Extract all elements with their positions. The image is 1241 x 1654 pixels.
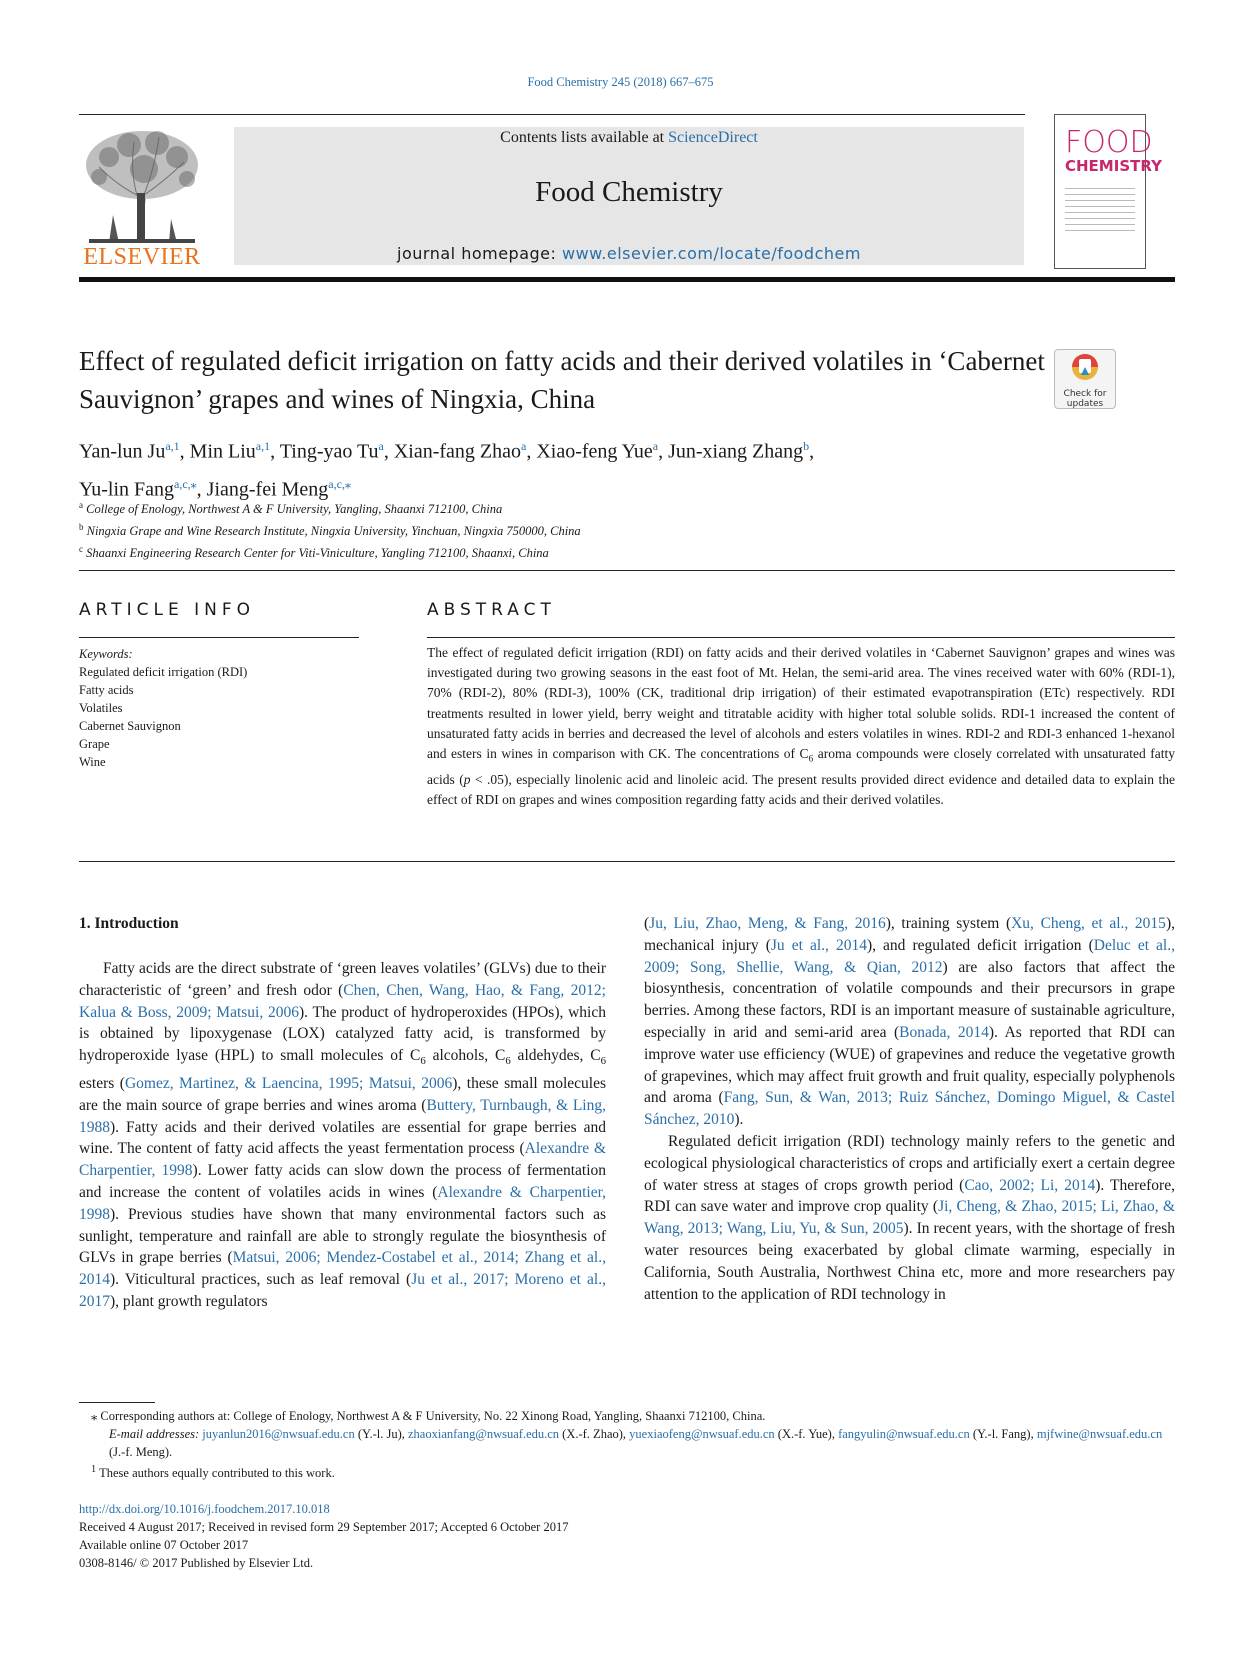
corresponding-author-note: ⁎ Corresponding authors at: College of Enology, Northwest A & F University, No. 22 Xinong Road, Yangling, Shaanxi 712100, China.	[91, 1409, 766, 1423]
crossmark-icon	[1055, 350, 1115, 384]
keyword-item: Wine	[79, 755, 106, 769]
body-text: ), these small molecules are the main source of grape berries and wines aroma (	[79, 1075, 606, 1114]
reference-link[interactable]: Cao, 2002; Li, 2014	[964, 1176, 1096, 1194]
abstract-part-1: The effect of regulated deficit irrigation (RDI) on fatty acids and their derived volatiles in ‘Cabernet Sauvignon’ grapes and wines was investigated during two growing seasons in the east foot of Mt. Helan, the semi-arid area. The vines received water with 60% (RDI-1), 70% (RDI-2), 80% (RDI-3), 100% (CK, traditional drip irrigation) of their estimated evapotranspiration (ETc) respectively. RDI treatments resulted in lower yield, berry weight and titratable acidity with higher total soluble solids. RDI-1 increased the content of unsaturated fatty acids in berries and decreased the level of alcohols and esters volatiles in wines. RDI-2 and RDI-3 enhanced 1-hexanol and esters in wines in comparison with CK. The concentrations of C	[427, 645, 1175, 762]
author-name[interactable]: Jiang-fei Meng	[206, 478, 329, 501]
keywords-label: Keywords:	[79, 647, 133, 661]
intro-left-column	[79, 958, 606, 1313]
cover-title-food: FOOD	[1065, 125, 1153, 160]
affiliation-text: College of Enology, Northwest A & F University, Yangling, Shaanxi 712100, China	[83, 502, 503, 517]
author-separator: ,	[809, 440, 815, 463]
body-text: ), training system (	[885, 915, 1012, 932]
check-badge-line2: updates	[1066, 399, 1104, 409]
footnote-rule	[79, 1402, 155, 1403]
affiliation-text: Shaanxi Engineering Research Center for Viti-Viniculture, Yangling 712100, Shaanxi, China	[83, 546, 549, 561]
equal-contribution-mark: 1	[91, 1464, 97, 1475]
body-text: ). Previous studies have shown that many environmental factors such as sunlight, temperature and rainfall are able to strongly regulate the biosynthesis of GLVs in grape berries (	[79, 1205, 606, 1267]
author-name[interactable]: Xian-fang Zhao	[393, 440, 522, 463]
header-thick-rule	[79, 277, 1175, 282]
author-name[interactable]: Jun-xiang Zhang	[668, 440, 804, 463]
abstract-text	[427, 643, 1175, 810]
email-link[interactable]: juyanlun2016@nwsuaf.edu.cn	[202, 1427, 355, 1441]
email-link[interactable]: fangyulin@nwsuaf.edu.cn	[838, 1427, 970, 1441]
author-name[interactable]: Yan-lun Ju	[79, 440, 166, 463]
check-badge-label	[1055, 389, 1115, 409]
email-link[interactable]: mjfwine@nwsuaf.edu.cn	[1036, 1427, 1163, 1441]
body-text: ). The product of hydroperoxides (HPOs), which is obtained by lipoxygenase (LOX) catalyzed fatty acid, is transformed by hydroperoxide lyase (HPL) to small molecules of C	[79, 1003, 606, 1065]
author-separator: ,	[270, 440, 280, 463]
keyword-item: Volatiles	[79, 701, 123, 715]
author-affiliation-mark[interactable]: a	[652, 439, 659, 453]
reference-link[interactable]: Deluc et al., 2009; Song, Shellie, Wang, & Qian, 2012	[644, 936, 1175, 976]
body-text: ), and regulated deficit irrigation (	[866, 936, 1094, 954]
reference-link[interactable]: Fang, Sun, & Wan, 2013; Ruiz Sánchez, Domingo Miguel, & Castel Sánchez, 2010	[644, 1089, 1175, 1129]
reference-link[interactable]: Matsui, 2006; Mendez-Costabel et al., 2014; Zhang et al., 2014	[79, 1249, 606, 1289]
reference-link[interactable]: Bonada, 2014	[899, 1023, 989, 1041]
header-rule	[79, 114, 1025, 115]
author-name[interactable]: Yu-lin Fang	[79, 478, 174, 501]
body-text: ). Lower fatty acids can slow down the process of fermentation and increase the content of volatiles acids in wines (	[79, 1162, 607, 1202]
subscript: 6	[505, 1055, 511, 1068]
email-owner: (Y.-l. Ju),	[354, 1427, 408, 1441]
affiliation	[79, 496, 979, 518]
journal-title: Food Chemistry	[535, 176, 723, 208]
keywords-block	[79, 645, 359, 771]
author-affiliation-mark[interactable]: a,c,⁎	[174, 476, 197, 491]
body-text: ). In recent years, with the shortage of fresh water resources being exacerbated by global climate warming, especially in California, South Australia, Northwest China etc, more and more researchers pay attention to the application of RDI technology in	[644, 1220, 1176, 1303]
affiliation-mark: c	[79, 544, 83, 555]
section-rule	[79, 570, 1175, 571]
reference-link[interactable]: Chen, Chen, Wang, Hao, & Fang, 2012; Kalua & Boss, 2009; Matsui, 2006	[79, 981, 606, 1021]
body-text: Fatty acids are the direct substrate of ‘green leaves volatiles’ (GLVs) due to their characteristic of ‘green’ and fresh odor (	[79, 960, 606, 999]
intro-right-paragraph-1	[644, 913, 1175, 1131]
keyword-item: Fatty acids	[79, 683, 134, 697]
body-text: aldehydes, C	[510, 1047, 601, 1065]
intro-right-paragraph-2	[644, 1131, 1175, 1305]
body-text: ). Therefore, RDI can save water and improve crop quality (	[644, 1176, 1175, 1216]
publication-info	[79, 1500, 779, 1572]
homepage-link[interactable]: www.elsevier.com/locate/foodchem	[562, 244, 861, 263]
body-text: ), mechanical injury (	[644, 915, 1175, 954]
email-owner: (Y.-l. Fang),	[969, 1427, 1037, 1441]
homepage-prefix: journal homepage:	[397, 244, 562, 263]
affiliation	[79, 540, 979, 562]
abstract-part-2: aroma compounds were closely correlated with unsaturated fatty acids (	[427, 746, 1175, 787]
article-info-heading: ARTICLE INFO	[79, 600, 255, 620]
author-name[interactable]: Ting-yao Tu	[279, 440, 379, 463]
available-online: Available online 07 October 2017	[79, 1538, 249, 1552]
affiliation-text: Ningxia Grape and Wine Research Institute, Ningxia University, Yinchuan, Ningxia 750000, China	[83, 524, 581, 539]
cover-editor-list	[1065, 183, 1135, 233]
author-affiliation-mark[interactable]: a	[378, 439, 384, 453]
email-link[interactable]: zhaoxianfang@nwsuaf.edu.cn	[408, 1427, 560, 1441]
author-affiliation-mark[interactable]: a,1	[165, 439, 180, 453]
author-affiliation-mark[interactable]: b	[803, 439, 810, 453]
email-addresses	[79, 1425, 1175, 1461]
intro-right-column	[644, 913, 1175, 1305]
introduction-heading: 1. Introduction	[79, 915, 179, 932]
doi-link[interactable]: http://dx.doi.org/10.1016/j.foodchem.2017.10.018	[79, 1502, 330, 1516]
check-badge-line1: Check for	[1063, 389, 1107, 399]
tree-icon	[79, 127, 205, 245]
author-name[interactable]: Min Liu	[189, 440, 256, 463]
body-text: ).	[734, 1111, 744, 1129]
sciencedirect-link[interactable]: ScienceDirect	[668, 129, 758, 146]
author-affiliation-mark[interactable]: a	[521, 439, 527, 453]
author-separator: ,	[526, 440, 537, 463]
received-dates: Received 4 August 2017; Received in revised form 29 September 2017; Accepted 6 October 2017	[79, 1520, 569, 1534]
author-affiliation-mark[interactable]: a,c,⁎	[328, 476, 351, 491]
author-separator: ,	[179, 440, 190, 463]
affiliation	[79, 518, 979, 540]
body-text: ). Fatty acids and their derived volatiles are essential for grape berries and wine. The content of fatty acid affects the yeast fermentation process (	[79, 1118, 606, 1158]
journal-cover-thumbnail	[1054, 114, 1162, 269]
article-info-rule	[79, 637, 359, 638]
contents-prefix: Contents lists available at	[500, 129, 669, 146]
copyright: 0308-8146/ © 2017 Published by Elsevier Ltd.	[79, 1556, 314, 1570]
contents-line	[234, 129, 1024, 147]
email-owner: (X.-f. Yue),	[774, 1427, 839, 1441]
reference-link[interactable]: Alexandre & Charpentier, 1998	[79, 1140, 606, 1180]
author-affiliation-mark[interactable]: a,1	[255, 439, 271, 453]
author-separator: ,	[658, 440, 669, 463]
abstract-rule	[427, 637, 1175, 638]
reference-link[interactable]: Xu, Cheng, et al., 2015	[1011, 915, 1166, 932]
body-text: Regulated deficit irrigation (RDI) technology mainly refers to the genetic and ecological physiological characteristics of crops and artificially exert a certain degree of water stress at stages of crops growth period (	[644, 1132, 1175, 1194]
author-separator: ,	[196, 478, 207, 501]
journal-homepage	[234, 244, 1024, 263]
cover-title-chemistry: CHEMISTRY	[1065, 157, 1162, 175]
affiliation-mark: b	[79, 522, 84, 533]
reference-link[interactable]: Ji, Cheng, & Zhao, 2015; Li, Zhao, & Wang, 2013; Wang, Liu, Yu, & Sun, 2005	[644, 1198, 1176, 1238]
body-text: ). As reported that RDI can improve water use efficiency (WUE) of grapevines and reduce the vegetative growth of grapevines, which may affect fruit growth and fruit quality, especially polyphenols and aroma (	[644, 1023, 1175, 1107]
check-for-updates-button[interactable]	[1054, 349, 1116, 409]
elsevier-wordmark: ELSEVIER	[83, 244, 201, 270]
reference-link[interactable]: Ju, Liu, Zhao, Meng, & Fang, 2016	[649, 915, 886, 932]
reference-link[interactable]: Alexandre & Charpentier, 1998	[79, 1184, 606, 1223]
keyword-item: Cabernet Sauvignon	[79, 719, 181, 733]
subscript: 6	[420, 1055, 426, 1068]
author-name[interactable]: Xiao-feng Yue	[536, 440, 653, 463]
author-list	[79, 430, 1099, 505]
keyword-item: Grape	[79, 737, 110, 751]
subscript: 6	[600, 1055, 606, 1068]
journal-citation[interactable]: Food Chemistry 245 (2018) 667–675	[527, 75, 714, 89]
body-text: ). Viticultural practices, such as leaf removal (	[110, 1271, 412, 1289]
reference-link[interactable]: Ju et al., 2014	[770, 936, 867, 954]
keywords-list	[79, 663, 359, 771]
body-text: alcohols, C	[425, 1047, 506, 1065]
footnotes	[79, 1407, 1175, 1482]
email-owner: (J.-f. Meng).	[109, 1445, 173, 1459]
body-text: ) are also factors that affect the biosynthesis, concentration of volatile compounds and their precursors in grape berries. Among these factors, RDI is an important measure of sustainable agriculture, especially in arid and semi-arid area (	[644, 958, 1176, 1041]
keyword-item: Regulated deficit irrigation (RDI)	[79, 665, 248, 679]
article-title: Effect of regulated deficit irrigation on fatty acids and their derived volatiles in ‘Cabernet Sauvignon’ grapes and wines of Ningxia, China	[79, 346, 1045, 414]
abstract-part-3: < .05), especially linolenic acid and linoleic acid. The present results provided direct evidence and detailed data to explain the effect of RDI on grapes and wines composition regarding fatty acids and their derived volatiles.	[427, 771, 1175, 808]
reference-link[interactable]: Buttery, Turnbaugh, & Ling, 1988	[79, 1096, 606, 1136]
body-text: esters (	[79, 1075, 125, 1093]
body-text: (	[644, 915, 650, 932]
equal-contribution-note	[79, 1461, 1175, 1482]
equal-contribution-text: These authors equally contributed to this work.	[96, 1466, 335, 1481]
affiliation-list	[79, 496, 979, 562]
abstract-bottom-rule	[79, 861, 1175, 862]
email-link[interactable]: yuexiaofeng@nwsuaf.edu.cn	[629, 1427, 775, 1441]
author-separator: ,	[383, 440, 394, 463]
email-owner: (X.-f. Zhao),	[559, 1427, 630, 1441]
affiliation-mark: a	[79, 500, 83, 510]
email-label: E-mail addresses:	[109, 1427, 203, 1441]
reference-link[interactable]: Ju et al., 2017; Moreno et al., 2017	[79, 1271, 606, 1311]
abstract-subscript: 6	[808, 754, 814, 765]
reference-link[interactable]: Gomez, Martinez, & Laencina, 1995; Matsui, 2006	[124, 1075, 453, 1093]
abstract-p-symbol: p	[463, 771, 471, 787]
body-text: ), plant growth regulators	[110, 1293, 268, 1311]
abstract-heading: ABSTRACT	[427, 600, 556, 620]
